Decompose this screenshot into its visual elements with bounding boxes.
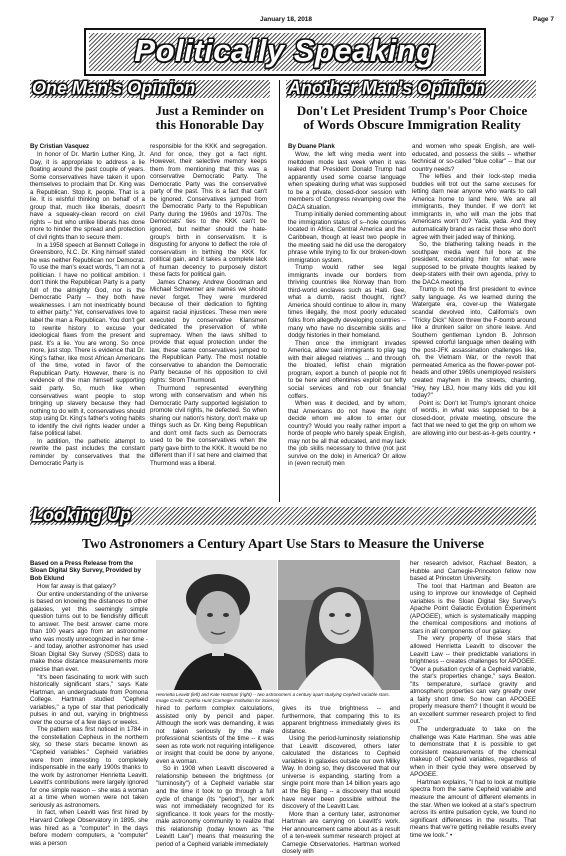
bottom-byline: Based on a Press Release from the Sloan Digital Sky Survey, Provided by Bob Eklund: [30, 560, 141, 582]
bottom-section-header: [30, 507, 536, 525]
left-column-2: [150, 143, 267, 499]
paragraph: Point is: Don't let Trump's ignorant choice of words, in what was supposed to be a closed-door, private meeting, obscure the fact that we need to get the grip on whom we are allowing into our best-as-it-gets country. •: [412, 399, 536, 437]
paragraph: In honor of Dr. Martin Luther King, Jr. Day, it is appropriate to address a lie floating around the past couple of years. Some conservatives have taken it upon themselves to proclaim that Dr. King was a Republican. Stop it, people. That is a lie. It is wishful thinking on behalf of a group that, much like liberals, doesn't have a squeaky-clean record on civil rights -- but who unlike liberals has done more to hinder the spread and protection of civil rights than to secure them.: [30, 151, 145, 242]
banner-title: Politically Speaking: [134, 33, 436, 68]
portrait-right: [278, 560, 400, 690]
photo-henrietta-leavitt: [156, 560, 277, 690]
paragraph: In addition, the pathetic attempt to rewrite the past includes the constant reminder by conservatives that the Democratic Party is: [30, 437, 145, 468]
paragraph: The very property of these stars that allowed Henrietta Leavitt to discover the Leavitt Law -- their predictable variations in brightness -- creates challenges for APOGEE. "Over a pulsation cycle of a Cepheid variable, the star's properties change," says Beaton. "Its temperature, surface gravity and atmospheric properties can vary greatly over a fairly short time. So how can APOGEE properly measure them? I thought it would be an excellent summer research project to find out.": [410, 635, 536, 726]
paragraph: The lefties and their lock-step media buddies will trot out the same excuses for letting darn near anyone who wants to call America home to land here. We are all immigrants, they thunder. If we don't let immigrants in, who will man the jobs that Americans won't do? Yada, yada. And they automatically brand as racist those who don't agree with their jaded way of thinking.: [412, 173, 536, 241]
right-column-2: [412, 143, 536, 499]
paragraph: gives its true brightness -- and furthermore, that comparing this to its apparent brightness immediately gives its distance.: [282, 705, 400, 735]
paragraph: In fact, when Leavitt was first hired by Harvard College Observatory in 1895, she was hired as a "computer" In the days before modern computers, a "computer" was a person: [30, 809, 148, 847]
photo-kate-hartman: [278, 560, 400, 690]
column-divider: [279, 80, 280, 502]
right-byline: By Duane Plank: [288, 143, 335, 150]
paragraph: Our entire understanding of the universe is based on knowing the distances to other galaxies, yet this seemingly simple question turns out to be fiendishly difficult to answer. The best answer came more than 100 years ago from an astronomer who was mostly unrecognized in her time -- and today, another astronomer has used Sloan Digital Sky Survey (SDSS) data to make those distance measurements more precise than ever.: [30, 590, 148, 674]
paragraph: her research advisor, Rachael Beaton, a Hubble and Carnegie-Princeton fellow now based at Princeton University.: [410, 560, 536, 583]
bottom-column-2: [156, 705, 274, 848]
paragraph: The undergraduate to take on the challenge was Kate Hartman. She was able to demonstrate that it is possible to get consistent measurements of the chemical makeup of Cepheid variables, regardless of when in their cycle they were observed by APOGEE.: [410, 726, 536, 779]
left-column-1: [30, 151, 145, 499]
bottom-column-4: [410, 560, 536, 839]
paragraph: So, the blathering talking heads in the southpaw media went full bore at the president, excoriating him for what were supposed to be private thoughts leaked by deep-staters with their own agenda, privy to the DACA meeting.: [412, 241, 536, 286]
left-headline-line2: this Honorable Day: [155, 117, 264, 132]
paragraph: Using the period-luminosity relationship that Leavitt discovered, others later calculated the distances to Cepheid variables in galaxies outside our own Milky Way. In doing so, they discovered that our universe is expanding, starting from a single point more than 14 billion years ago at the Big Bang -- a discovery that would have never been possible without the discovery of the Leavitt Law.: [282, 735, 400, 811]
left-byline: By Cristian Vasquez: [30, 143, 90, 150]
left-section-header: [30, 80, 270, 98]
left-headline: [40, 104, 264, 132]
paragraph: When was it decided, and by whom, that Americans do not have the right decide whom we allow to enter our country? Would you really rather import a horde of people who barely speak English, may not be all that educated, and may lack the job skills necessary to thrive (not just survive on the dole) in America? Or allow in (even recruit) men: [288, 400, 406, 468]
page-banner: [84, 28, 486, 76]
paragraph: Then once the immigrant invades America, allow said immigrants to play tag with their alleged relatives ... and through the bloated, leftist chain migration program, export a bunch of people not fit to be here and oftentimes exploit our lefty social services and rob our financial coffers.: [288, 339, 406, 400]
paragraph: Thurmond represented everything wrong with conservatism and when his Democratic Party supported legislation to promote civil rights, he defected. So when sharing our nation's history, don't make up things such as Dr. King being Republican and don't omit facts such as Democrats used to be the conservatives when the party gave birth to the KKK. It would be no different than if I sat here and claimed that Thurmond was a liberal.: [150, 384, 267, 467]
right-headline-line1: Don't Let President Trump's Poor Choice: [296, 103, 528, 118]
right-section-title: Another Man's Opinion: [288, 78, 486, 98]
right-headline-line2: of Words Obscure Immigration Reality: [303, 117, 521, 132]
bottom-section-title: Looking Up: [32, 505, 131, 525]
paragraph: "It's been fascinating to work with such historically significant stars," says Kate Hartman, an undergraduate from Pomona College. Hartman studied "Cepheid variables," a type of star that periodically pulses in and out, varying in brightness over the course of a few days or weeks.: [30, 673, 148, 726]
issue-date: January 18, 2018: [260, 16, 313, 23]
photo-caption: Henrietta Leavitt (left) and Kate Hartman (right) -- two astronomers a century apart studying Cepheid variable stars. Image Credit: Cynthia Hunt (Carnegie Institution for Science): [156, 692, 390, 703]
paragraph: How far away is that galaxy?: [37, 583, 116, 590]
paragraph: hired to perform complex calculations, assisted only by pencil and paper. Although the work was demanding, it was not taken seriously by the male professional scientists of the time -- it was seen as rote work not requiring intelligence or insight that could be done by anyone, even a woman.: [156, 705, 274, 765]
paragraph: More than a century later, astronomer Hartman are carrying on Leavitt's work. Her announcement came about as a result of a ten-week summer research project at Carnegie Observatories. Hartman worked closely with: [282, 810, 400, 856]
bottom-column-3: [282, 705, 400, 856]
right-headline: [288, 104, 536, 132]
left-headline-line1: Just a Reminder on: [155, 103, 264, 118]
left-section-title: One Man's Opinion: [32, 78, 196, 98]
paragraph: and women who speak English, are well-educated, and possess the skills -- whether technical or so-called "blue collar" -- that our country needs?: [412, 143, 536, 173]
paragraph: responsible for the KKK and segregation. And for once, they got a fact right. However, their selective memory keeps them from mentioning that this was a conservative Democratic Party. The Democratic Party was the conservative party of the past. This is a fact that can't be ignored. Conservatives jumped from the Democratic Party to the Republican Party during the 1960s and 1970s. The Democrats' ties to the KKK can't be ignored, but neither should the hate-group's birth in conservatism. It is disgusting for anyone to deflect the role of conservatism in birthing the KKK for political gain, and it takes a complete lack of human decency to purposely distort these facts for political gain.: [150, 143, 267, 279]
right-section-header: [286, 80, 536, 98]
paragraph: The pattern was first noticed in 1784 in the constellation Cepheus in the northern sky, so these stars became known as "Cepheid variables." Cepheid variables were from interesting to completely indispensable in the early 1900s thanks to the work by astronomer Henrietta Leavitt. Leavitt's contributions were largely ignored for one simple reason -- she was a woman at a time when women were not taken seriously as astronomers.: [30, 726, 148, 809]
portrait-left: [156, 560, 277, 690]
paragraph: Wow, the left wing media went into meltdown mode last week when it was leaked that President Donald Trump had apparently used some coarse language when speaking during what was supposed to be a private, closed-door session with members of Congress revamping over the DACA situation.: [288, 151, 406, 211]
paragraph: Trump initially denied commenting about the immigration status of s--hole countries located in Africa, Central America and the Caribbean, though at least two people in the meeting said he did use the derogatory phrase while trying to fix our broken-down immigration system.: [288, 211, 406, 264]
paragraph: Hartman explains, "I had to look at multiple spectra from the same Cepheid variable and measure the amount of different elements in the star. When we looked at a star's spectrum across its entire pulsation cycle, we found no significant differences in the results. That means that we're getting reliable results every time we look." •: [410, 778, 536, 839]
right-column-1: [288, 151, 406, 499]
bottom-headline: Two Astronomers a Century Apart Use Stars to Measure the Universe: [82, 536, 484, 551]
paragraph: Trump is not the first president to evince salty language. As we learned during the Watergate era, cover-up the Watergate scandal devolved into, California's own "Tricky Dick" Nixon threw the F-bomb around like a drunken sailor on shore leave. And Southern gentleman Lyndon B. Johnson spewed colorful language when dealing with the post-JFK assassination challenges like, oh, the Vietnam War, or the revolt that permeated America as the flower-power pot-heads and other 1960s unemployed resisters created mayhem in the streets, chanting, "Hey, hey LBJ, how many kids did you kill today?": [412, 286, 536, 400]
paragraph: The tool that Hartman and Beaton are using to improve our knowledge of Cepheid variables is the Sloan Digital Sky Survey's Apache Point Galactic Evolution Experiment (APOGEE), which is systematically mapping the chemical compositions and motions of stars in all components of our galaxy.: [410, 582, 536, 635]
paragraph: James Chaney, Andrew Goodman and Michael Schwerner are names we should never forget. They were murdered because of their dedication to fighting against racial injustices. These men were executed by conservative Klansmen dedicated the preservation of white supremacy. When the laws shifted to provide that equal protection under the law, these same conservatives jumped to the Republican Party. The most notable conservative to abandon the Democratic Party because of his opposition to civil rights: Strom Thurmond.: [150, 278, 267, 384]
paragraph: In a 1958 speech at Bennett College in Greensboro, N.C. Dr. King himself stated he was neither Republican nor Democrat. To use the man's exact words, "I am not a politician. I have no political ambition. I don't think the Republican Party is a party full of the almighty God, nor is the Democratic Party -- they both have weaknesses. I am not inextricably bound to either party." Yet, conservatives love to label the man a Republican. You don't get to rewrite history to excuse your ideological flaws from the present and past. It's a lie. You are wrong. So once more, just stop. There is evidence that Dr. King's father, like most African Americans of the time, voted in favor of the Republican Party. However, there is no evidence of the man himself supporting said party. So, much like when conservatives want people to stop bringing up slavery because they had nothing to do with it, conservatives should stop using Dr. King's father's voting habits to identify the civil rights leader under a false political label.: [30, 241, 145, 438]
paragraph: Trump would rather see legal immigrants invade our borders from thriving countries like Norway than from third-world enclaves such as Haiti. Gee, what a dumb, racist thought, right? America should continue to allow in, many times illegally, the most poorly educated folks from allegedly developing countries -- many who have no discernible skills and dodgy histories in their homeland.: [288, 264, 406, 340]
page-number: Page 7: [533, 16, 554, 23]
paragraph: So in 1908 when Leavitt discovered a relationship between the brightness (or "luminosity") of a Cepheid variable star and the time it took to go through a full cycle of change (its "period"), her work was not immediately recognized for its significance. It took years for the mostly-male astronomy community to realize that this relationship (today known as "the Leavitt Law") means that measuring the period of a Cepheid variable immediately: [156, 765, 274, 848]
bottom-column-1: [30, 583, 148, 847]
